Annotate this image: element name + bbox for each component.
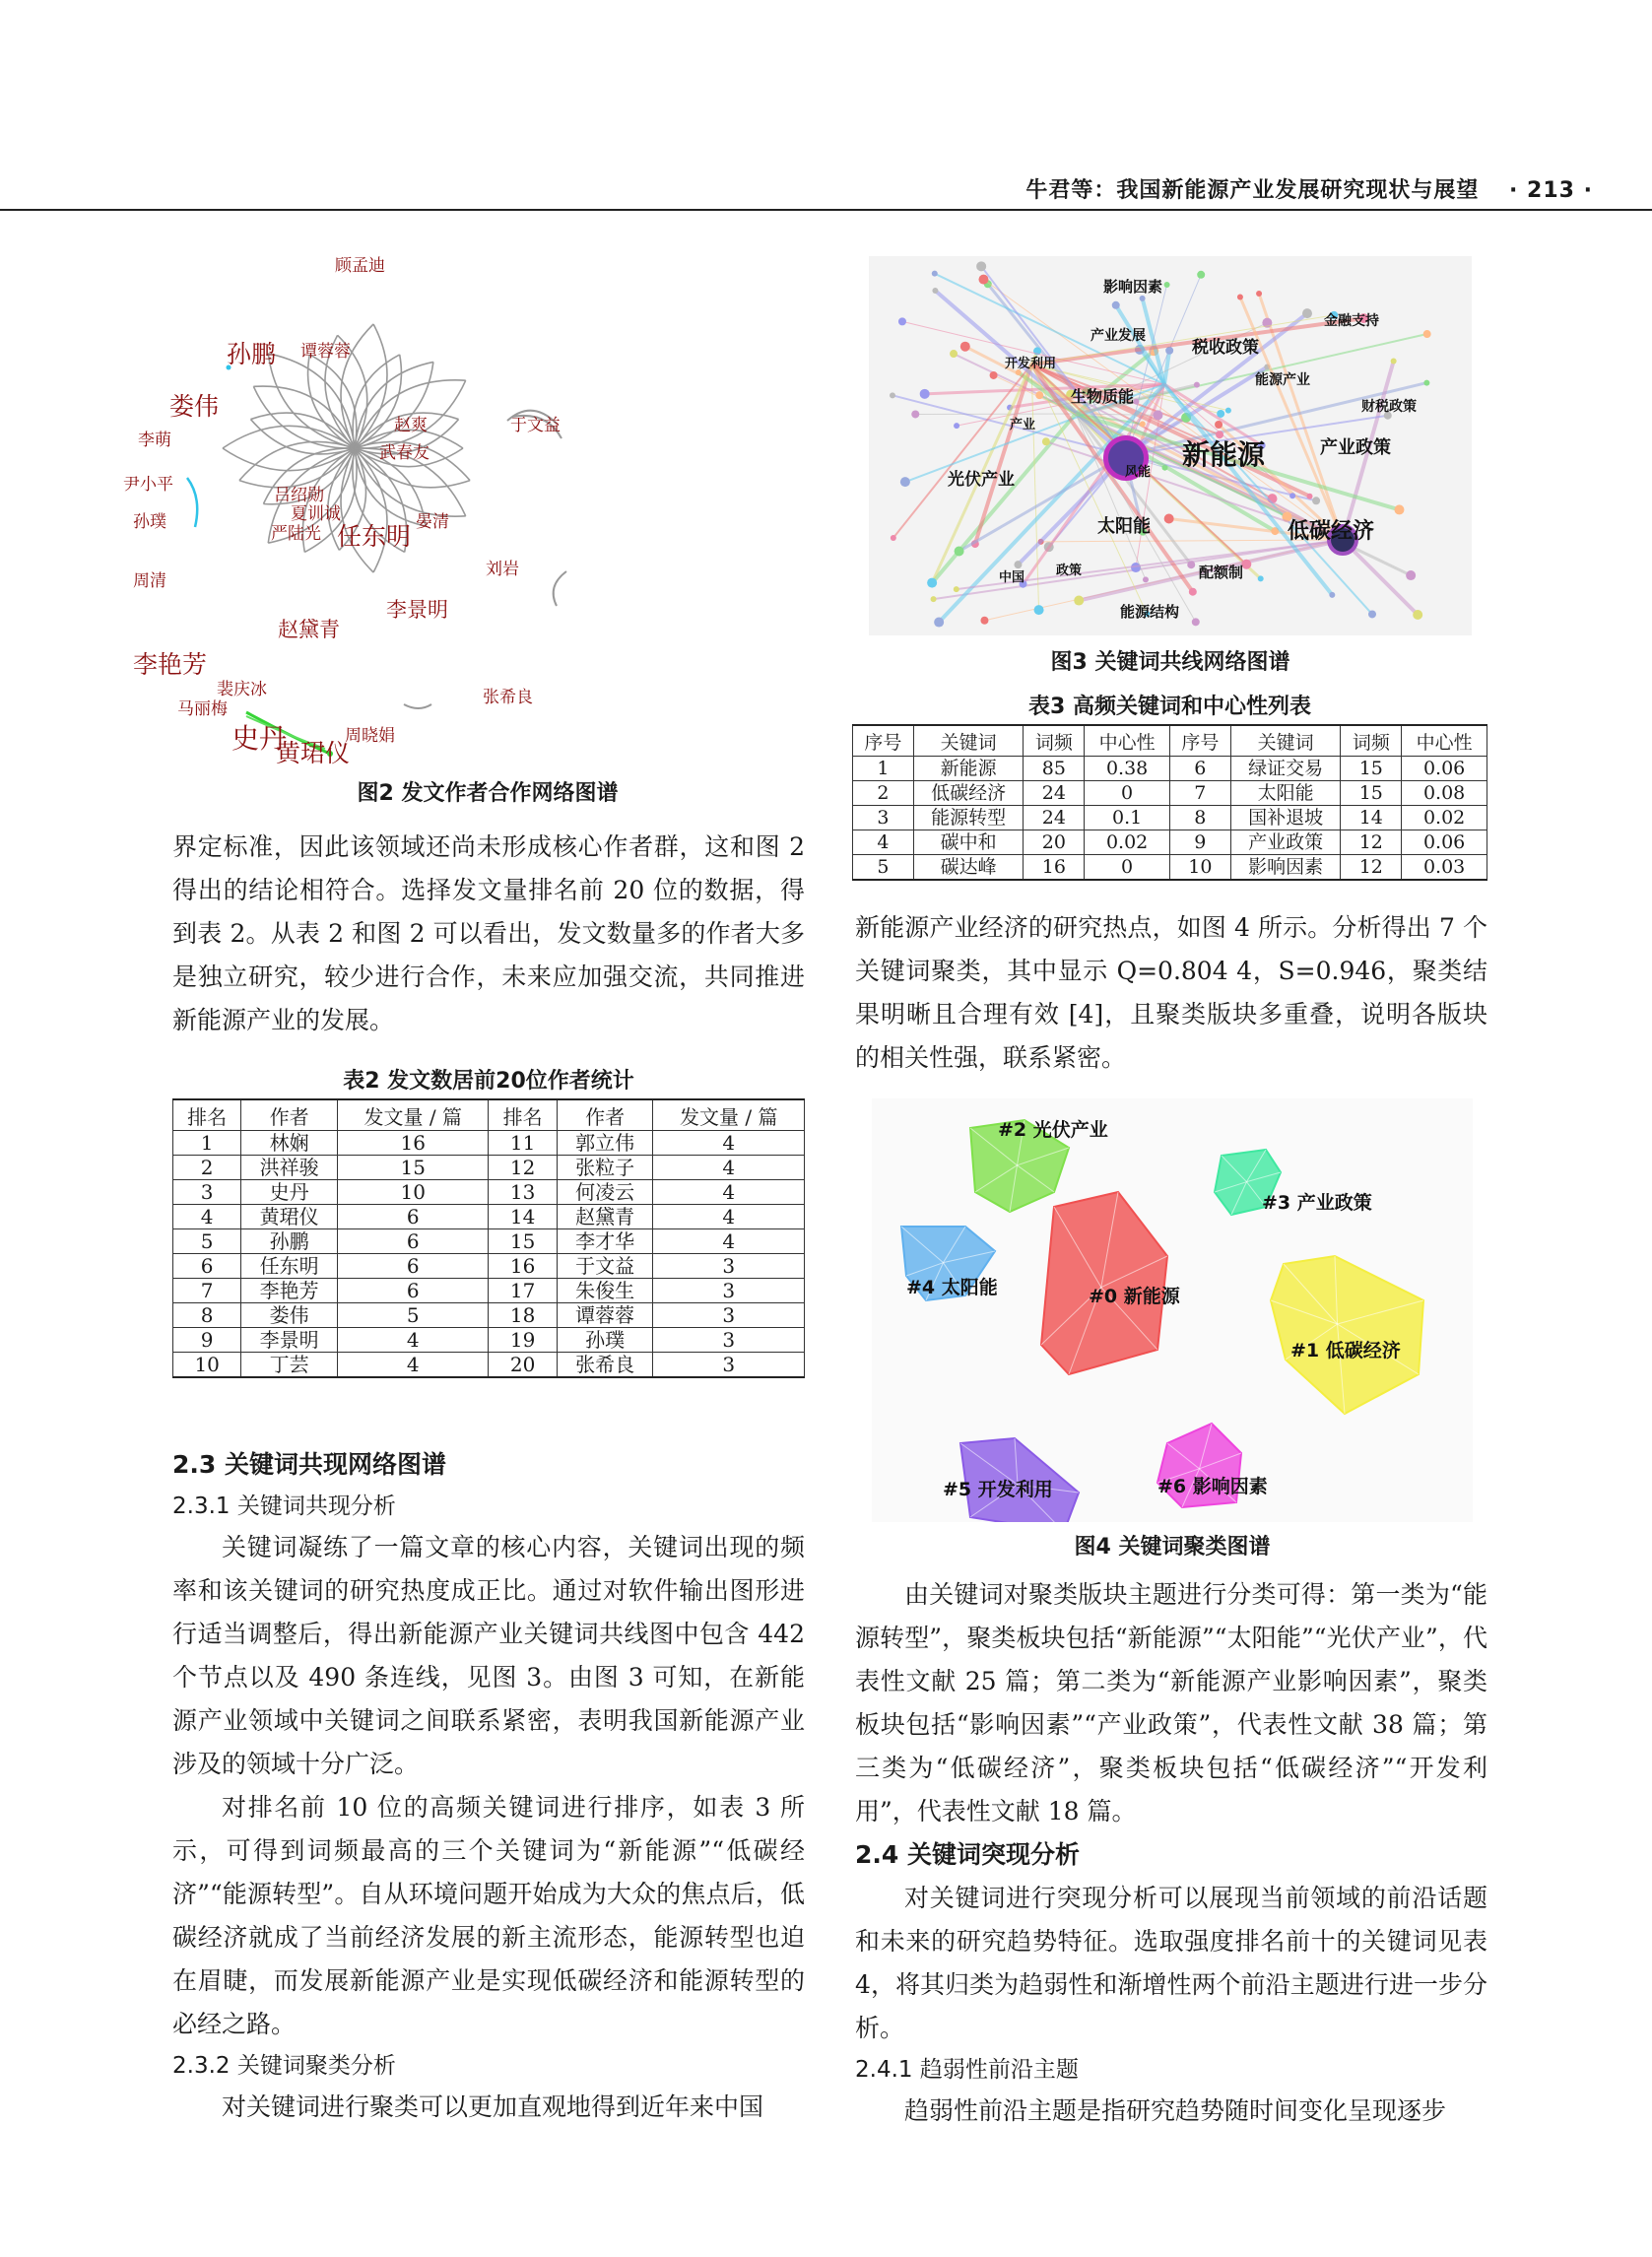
author-label: 吕绍勋 <box>274 486 324 505</box>
table-cell: 1 <box>853 757 914 781</box>
keyword-node <box>1189 588 1197 596</box>
table-cell: 国补退坡 <box>1230 806 1341 830</box>
keyword-node <box>1225 408 1231 414</box>
table-cell: 10 <box>1169 855 1230 881</box>
table-cell: 3 <box>653 1303 805 1328</box>
keyword-label: 光伏产业 <box>948 470 1015 490</box>
keyword-link <box>1031 365 1039 610</box>
keyword-label: 能源结构 <box>1120 603 1180 621</box>
keyword-label: 配额制 <box>1199 564 1244 581</box>
keyword-label: 产业发展 <box>1090 328 1146 344</box>
table-cell: 10 <box>337 1180 488 1205</box>
keyword-node <box>932 288 938 294</box>
table-cell: 林娴 <box>241 1131 338 1156</box>
table-cell: 6 <box>337 1205 488 1229</box>
cluster-region <box>1041 1192 1167 1374</box>
right-column-upper <box>855 906 1487 1080</box>
table-cell: 14 <box>489 1205 557 1229</box>
table-cell: 能源转型 <box>913 806 1024 830</box>
cluster-label: #5 开发利用 <box>943 1479 1053 1500</box>
table-cell: 3 <box>653 1328 805 1353</box>
table-row <box>173 1156 805 1180</box>
table-cell: 何凌云 <box>557 1180 653 1205</box>
table-cell: 20 <box>1024 830 1085 855</box>
table-cell: 5 <box>853 855 914 881</box>
section-heading: 2.4 关键词突现分析 <box>855 1840 1080 1869</box>
table-cell: 4 <box>653 1205 805 1229</box>
fig4-keyword-clusters <box>872 1098 1473 1522</box>
table-cell: 18 <box>489 1303 557 1328</box>
author-label: 严陆光 <box>271 524 321 544</box>
fig2-caption: 图2 发文作者合作网络图谱 <box>357 781 619 806</box>
table-cell: 7 <box>173 1279 241 1303</box>
table-row <box>173 1328 805 1353</box>
table-cell: 洪祥骏 <box>241 1156 338 1180</box>
table-cell: 5 <box>337 1303 488 1328</box>
table-cell: 李景明 <box>241 1328 338 1353</box>
paragraph: 界定标准，因此该领域还尚未形成核心作者群，这和图 2 得出的结论相符合。选择发文量排名前 20 位的数据，得到表 2。从表 2 和图 2 可以看出，发文数量多的作者大多是独立研究，较少进行合作，未来应加强交流，共同推进新能源产业的发展。 <box>172 832 805 1034</box>
table-header-row <box>853 725 1487 757</box>
page-number: · 213 · <box>1509 178 1593 203</box>
column-header: 作者 <box>557 1099 653 1131</box>
table-row <box>173 1279 805 1303</box>
subsection-heading: 2.3.2 关键词聚类分析 <box>172 2053 396 2079</box>
table-cell: 4 <box>337 1328 488 1353</box>
table-cell: 24 <box>1024 806 1085 830</box>
author-label: 李萌 <box>138 431 171 450</box>
table-cell: 5 <box>173 1229 241 1254</box>
table-cell: 24 <box>1024 781 1085 806</box>
keyword-node <box>1143 576 1149 582</box>
table-cell: 9 <box>1169 830 1230 855</box>
table-cell: 3 <box>853 806 914 830</box>
table-cell: 6 <box>337 1279 488 1303</box>
table-cell: 10 <box>173 1353 241 1378</box>
paragraph: 对排名前 10 位的高频关键词进行排序，如表 3 所示，可得到词频最高的三个关键词为“新能源”“低碳经济”“能源转型”。自从环境问题开始成为大众的焦点后，低碳经济就成了当前经济发展的新主流形态，能源转型也迫在眉睫，而发展新能源产业是实现低碳经济和能源转型的必经之路。 <box>172 1793 805 2038</box>
column-header: 关键词 <box>1230 725 1341 757</box>
keyword-node <box>1034 605 1044 615</box>
paragraph: 新能源产业经济的研究热点，如图 4 所示。分析得出 7 个关键词聚类，其中显示 Q=0.804 4，S=0.946，聚类结果明晰且合理有效 [4]，且聚类版块多重叠，说明各版块的相关性强，联系紧密。 <box>855 913 1487 1072</box>
table-cell: 2 <box>173 1156 241 1180</box>
keyword-node <box>934 618 944 628</box>
keyword-node <box>1256 291 1262 297</box>
cluster-label: #4 太阳能 <box>906 1277 998 1298</box>
keyword-label: 产业 <box>1010 418 1036 432</box>
table-cell: 12 <box>1341 855 1402 881</box>
table-row <box>173 1180 805 1205</box>
author-label: 顾孟迪 <box>335 256 385 276</box>
table-cell: 4 <box>653 1156 805 1180</box>
keyword-node <box>955 547 964 557</box>
table-cell: 9 <box>173 1328 241 1353</box>
keyword-node <box>898 317 906 325</box>
cluster-label: #6 影响因素 <box>1157 1476 1268 1497</box>
keyword-label: 能源产业 <box>1255 372 1310 388</box>
table-row <box>173 1254 805 1279</box>
author-label: 周晓娟 <box>345 726 395 746</box>
fig3-caption: 图3 关键词共线网络图谱 <box>1050 650 1290 675</box>
table-row <box>173 1229 805 1254</box>
keyword-node <box>1133 399 1139 405</box>
fig4-caption: 图4 关键词聚类图谱 <box>1074 1535 1271 1560</box>
keyword-node <box>931 596 937 602</box>
table-cell: 谭蓉蓉 <box>557 1303 653 1328</box>
table-cell: 郭立伟 <box>557 1131 653 1156</box>
author-label: 赵爽 <box>394 416 428 435</box>
table-cell: 影响因素 <box>1230 855 1341 881</box>
table-cell: 赵黛青 <box>557 1205 653 1229</box>
keyword-label: 财税政策 <box>1361 399 1417 415</box>
table-cell: 14 <box>1341 806 1402 830</box>
author-label: 武春友 <box>379 443 430 463</box>
table-cell: 1 <box>173 1131 241 1156</box>
subsection-heading: 2.3.1 关键词共现分析 <box>172 1494 396 1519</box>
keyword-node <box>1329 592 1335 598</box>
table-cell: 碳中和 <box>913 830 1024 855</box>
table-cell: 新能源 <box>913 757 1024 781</box>
table-cell: 4 <box>653 1180 805 1205</box>
table-cell: 4 <box>173 1205 241 1229</box>
keyword-node <box>1312 497 1320 504</box>
right-column-lower <box>855 1573 1487 2133</box>
keyword-node <box>1258 575 1264 581</box>
keyword-label: 产业政策 <box>1320 437 1391 458</box>
author-label: 李艳芳 <box>133 650 208 679</box>
column-header: 序号 <box>1169 725 1230 757</box>
keyword-node <box>1391 359 1397 365</box>
paragraph: 对关键词进行突现分析可以展现当前领域的前沿话题和未来的研究趋势特征。选取强度排名前十的关键词见表 4，将其归类为趋弱性和渐增性两个前沿主题进行进一步分析。 <box>855 1884 1487 2042</box>
keyword-node <box>1368 610 1376 618</box>
coauthor-link <box>309 355 357 448</box>
keyword-node <box>1192 618 1200 626</box>
keyword-label: 影响因素 <box>1103 278 1163 296</box>
keyword-node <box>1423 380 1429 386</box>
table-cell: 15 <box>337 1156 488 1180</box>
keyword-node <box>932 271 938 277</box>
keyword-node <box>1289 493 1295 498</box>
cluster-label: #2 光伏产业 <box>998 1119 1108 1141</box>
column-header: 作者 <box>241 1099 338 1131</box>
keyword-node <box>890 392 895 398</box>
table-cell: 0.1 <box>1085 806 1170 830</box>
table-cell: 16 <box>1024 855 1085 881</box>
keyword-link <box>1031 315 1334 365</box>
table-cell: 4 <box>337 1353 488 1378</box>
table-cell: 绿证交易 <box>1230 757 1341 781</box>
keyword-node <box>1164 282 1170 288</box>
keyword-node <box>891 535 896 541</box>
table-cell: 3 <box>173 1180 241 1205</box>
table-cell: 0.08 <box>1402 781 1487 806</box>
subsection-heading: 2.4.1 趋弱性前沿主题 <box>855 2057 1079 2083</box>
table-cell: 15 <box>1341 757 1402 781</box>
table-row <box>173 1205 805 1229</box>
table-row <box>173 1353 805 1378</box>
table-cell: 4 <box>653 1131 805 1156</box>
table-cell: 12 <box>1341 830 1402 855</box>
keyword-node <box>1423 330 1431 338</box>
column-header: 中心性 <box>1085 725 1170 757</box>
keyword-node <box>950 350 958 358</box>
table-cell: 0.06 <box>1402 830 1487 855</box>
keyword-node <box>900 477 910 487</box>
author-label: 刘岩 <box>486 560 519 579</box>
table-cell: 6 <box>337 1254 488 1279</box>
keyword-link <box>893 365 1031 538</box>
table-cell: 7 <box>1169 781 1230 806</box>
table-cell: 13 <box>489 1180 557 1205</box>
left-column-upper <box>172 826 805 1042</box>
table-cell: 朱俊生 <box>557 1279 653 1303</box>
table-cell: 3 <box>653 1254 805 1279</box>
author-label: 周清 <box>133 571 166 591</box>
cluster-label: #0 新能源 <box>1089 1286 1180 1307</box>
table-row <box>853 757 1487 781</box>
keyword-node <box>978 275 988 285</box>
table-cell: 2 <box>853 781 914 806</box>
column-header: 关键词 <box>913 725 1024 757</box>
table-cell: 史丹 <box>241 1180 338 1205</box>
keyword-node <box>1194 382 1200 388</box>
keyword-node <box>1406 570 1416 580</box>
author-label: 任东明 <box>337 522 412 551</box>
cluster-region <box>1271 1256 1423 1414</box>
keyword-label: 税收政策 <box>1192 338 1259 358</box>
keyword-node <box>920 389 930 399</box>
left-column-lower <box>172 1443 805 2129</box>
keyword-node <box>927 578 937 588</box>
table-cell: 李才华 <box>557 1229 653 1254</box>
table-cell: 4 <box>853 830 914 855</box>
column-header: 发文量 / 篇 <box>337 1099 488 1131</box>
table-cell: 19 <box>489 1328 557 1353</box>
table-cell: 孙璞 <box>557 1328 653 1353</box>
table-cell: 17 <box>489 1279 557 1303</box>
table-cell: 0.02 <box>1085 830 1170 855</box>
keyword-label: 开发利用 <box>1005 357 1057 371</box>
table-row <box>853 855 1487 881</box>
table-cell: 太阳能 <box>1230 781 1341 806</box>
author-label: 尹小平 <box>123 475 173 495</box>
coauthor-link <box>355 448 387 572</box>
table-cell: 0 <box>1085 855 1170 881</box>
keyword-label: 太阳能 <box>1097 516 1151 537</box>
fig4-cluster-shapes <box>872 1098 1473 1522</box>
table-cell: 11 <box>489 1131 557 1156</box>
author-label: 李景明 <box>386 598 448 622</box>
author-label: 谭蓉蓉 <box>300 342 351 362</box>
table2-caption: 表2 发文数居前20位作者统计 <box>343 1069 634 1094</box>
table-cell: 0.02 <box>1402 806 1487 830</box>
table-cell: 低碳经济 <box>913 781 1024 806</box>
table-cell: 15 <box>489 1229 557 1254</box>
author-label: 裴庆冰 <box>217 680 267 699</box>
table-cell: 孙鹏 <box>241 1229 338 1254</box>
table-cell: 6 <box>1169 757 1230 781</box>
author-label: 娄伟 <box>169 392 220 421</box>
author-label: 夏训诚 <box>291 504 341 524</box>
keyword-node <box>954 423 959 429</box>
table-cell: 85 <box>1024 757 1085 781</box>
keyword-label: 风能 <box>1125 465 1152 480</box>
column-header: 中心性 <box>1402 725 1487 757</box>
keyword-node <box>1237 295 1243 300</box>
table-cell: 0 <box>1085 781 1170 806</box>
column-header: 序号 <box>853 725 914 757</box>
table-cell: 黄珺仪 <box>241 1205 338 1229</box>
table-cell: 15 <box>1341 781 1402 806</box>
cluster-label: #3 产业政策 <box>1262 1192 1372 1214</box>
table-cell: 李艳芳 <box>241 1279 338 1303</box>
table-cell: 6 <box>173 1254 241 1279</box>
table-cell: 张希良 <box>557 1353 653 1378</box>
column-header: 词频 <box>1341 725 1402 757</box>
table-cell: 16 <box>489 1254 557 1279</box>
keyword-label: 生物质能 <box>1071 387 1135 406</box>
keyword-label: 金融支持 <box>1324 313 1379 329</box>
keyword-label: 政策 <box>1056 564 1083 578</box>
keyword-node <box>911 410 919 418</box>
keyword-node <box>1413 610 1422 620</box>
author-label: 于文益 <box>510 416 561 435</box>
table2 <box>172 1098 805 1378</box>
author-label: 孙鹏 <box>227 340 277 368</box>
column-header: 词频 <box>1024 725 1085 757</box>
keyword-node <box>980 617 988 625</box>
keyword-node <box>990 371 998 379</box>
keyword-node <box>1153 410 1162 420</box>
keyword-node <box>1215 421 1222 429</box>
keyword-node <box>1187 561 1195 568</box>
table-cell: 产业政策 <box>1230 830 1341 855</box>
keyword-node <box>1112 301 1120 309</box>
table-cell: 3 <box>653 1279 805 1303</box>
paragraph: 对关键词进行聚类可以更加直观地得到近年来中国 <box>222 2092 764 2121</box>
fig3-keyword-network <box>869 256 1472 635</box>
fig2-author-network <box>123 241 808 767</box>
keyword-node <box>1394 504 1404 514</box>
table-cell: 碳达峰 <box>913 855 1024 881</box>
table-row <box>853 830 1487 855</box>
table-cell: 张粒子 <box>557 1156 653 1180</box>
section-heading: 2.3 关键词共现网络图谱 <box>172 1450 446 1479</box>
table-cell: 任东明 <box>241 1254 338 1279</box>
table3 <box>852 724 1487 881</box>
paragraph: 关键词凝练了一篇文章的核心内容，关键词出现的频率和该关键词的研究热度成正比。通过对软件输出图形进行适当调整后，得出新能源产业关键词共线图中包含 442 个节点以及 490 条连线，见图 3。由图 3 可知，在新能源产业领域中关键词之间联系紧密，表明我国新能源产业涉及的领域十分广泛。 <box>172 1533 805 1778</box>
table-header-row <box>173 1099 805 1131</box>
table-cell: 8 <box>1169 806 1230 830</box>
keyword-node <box>1042 437 1050 445</box>
keyword-node <box>960 342 970 352</box>
table-cell: 16 <box>337 1131 488 1156</box>
keyword-node <box>1164 514 1174 524</box>
table-cell: 4 <box>653 1229 805 1254</box>
author-label: 晏清 <box>416 512 449 532</box>
cluster-label: #1 低碳经济 <box>1290 1340 1401 1361</box>
table-cell: 丁芸 <box>241 1353 338 1378</box>
table-row <box>173 1131 805 1156</box>
paragraph: 趋弱性前沿主题是指研究趋势随时间变化呈现逐步 <box>904 2096 1447 2125</box>
table-row <box>173 1303 805 1328</box>
keyword-node <box>1197 271 1205 279</box>
table-cell: 6 <box>337 1229 488 1254</box>
keyword-node <box>1307 494 1313 499</box>
author-label: 孙璞 <box>133 512 166 532</box>
keyword-node <box>1140 421 1146 427</box>
column-header: 排名 <box>173 1099 241 1131</box>
header-title: 牛君等：我国新能源产业发展研究现状与展望 <box>1025 178 1480 203</box>
column-header: 发文量 / 篇 <box>653 1099 805 1131</box>
author-label: 黄珺仪 <box>276 739 351 767</box>
table-cell: 12 <box>489 1156 557 1180</box>
table-cell: 0.06 <box>1402 757 1487 781</box>
author-label: 马丽梅 <box>177 699 228 719</box>
table-cell: 3 <box>653 1353 805 1378</box>
table-cell: 0.03 <box>1402 855 1487 881</box>
author-label: 张希良 <box>483 688 533 707</box>
table-cell: 8 <box>173 1303 241 1328</box>
keyword-node <box>976 261 986 271</box>
keyword-node <box>1074 596 1084 606</box>
table-row <box>853 781 1487 806</box>
running-header <box>1025 173 1593 204</box>
keyword-label: 新能源 <box>1182 438 1266 471</box>
keyword-node <box>1302 308 1312 318</box>
table-cell: 0.38 <box>1085 757 1170 781</box>
keyword-label: 低碳经济 <box>1288 518 1375 544</box>
table-cell: 于文益 <box>557 1254 653 1279</box>
table-cell: 娄伟 <box>241 1303 338 1328</box>
table-cell: 20 <box>489 1353 557 1378</box>
table-row <box>853 806 1487 830</box>
author-label: 史丹 <box>231 722 288 755</box>
column-header: 排名 <box>489 1099 557 1131</box>
author-label: 赵黛青 <box>278 618 340 641</box>
keyword-node <box>954 586 959 592</box>
keyword-label: 中国 <box>999 570 1025 585</box>
table3-caption: 表3 高频关键词和中心性列表 <box>1028 695 1311 719</box>
paragraph: 由关键词对聚类版块主题进行分类可得：第一类为“能源转型”，聚类板块包括“新能源”“太阳能”“光伏产业”，代表性文献 25 篇；第二类为“新能源产业影响因素”，聚类板块包括“影响因素”“产业政策”，代表性文献 38 篇；第三类为“低碳经济”，聚类板块包括“低碳经济”“开发利用”，代表性文献 18 篇。 <box>855 1580 1487 1826</box>
